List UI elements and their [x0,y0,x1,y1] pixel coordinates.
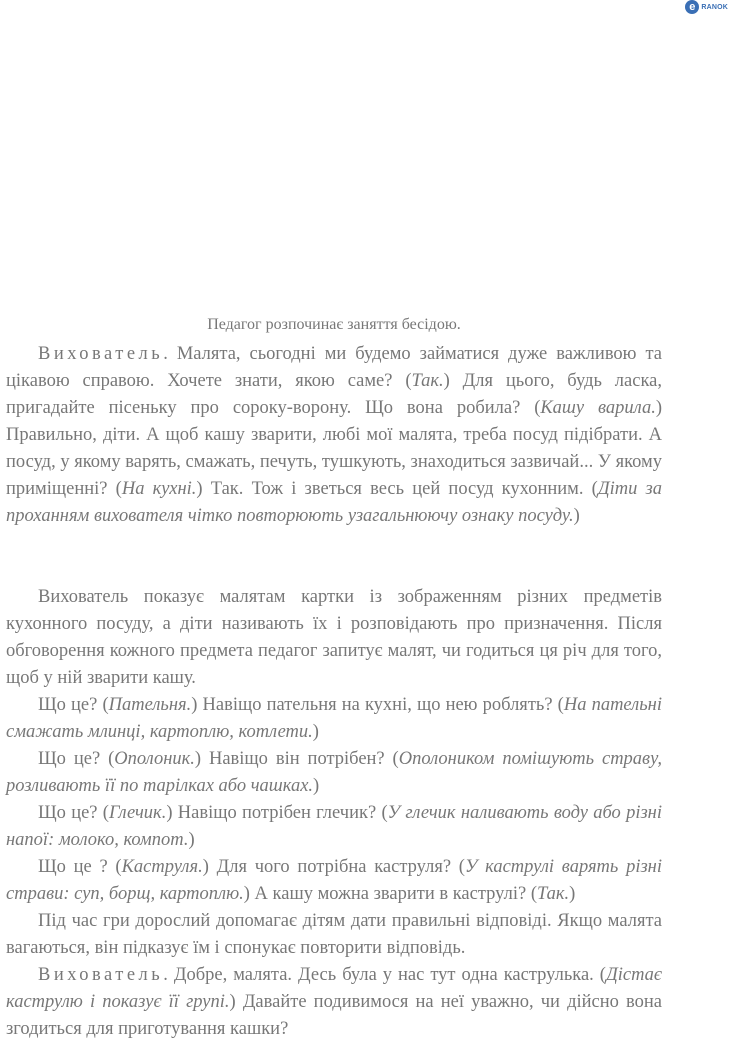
text-run: Що це? ( [38,803,109,823]
text-run: ) [313,776,320,796]
text-run: Що це? ( [38,749,115,769]
text-run: ) [569,884,576,904]
paragraph [6,854,662,908]
intro-block [6,311,662,338]
italic-run: Глечик. [108,803,167,823]
text-run: ) Навіщо він потрібен? ( [194,749,399,769]
dialogue-section-1 [6,341,662,530]
italic-run: Так. [536,884,570,904]
italic-run: На пательні смажать млинці, картоплю, котлети. [6,695,662,742]
paragraph [6,341,662,530]
speaker-label: Вихователь [38,965,164,985]
text-run: ) Давайте подивимося на неї уважно, чи дійсно вона згодиться для приготування кашки? [6,992,662,1039]
text-run: ) Правильно, діти. А щоб кашу зварити, любі мої малята, треба посуд підібрати. А посуд, у якому варять, смажать, печуть, тушкують, знаходиться зазвичай... У якому приміщенні? ( [6,398,662,499]
italic-run: Так. [411,371,444,391]
italic-run: У каструлі варять різні страви: суп, борщ, картоплю. [6,857,662,904]
text-run: ) Для цього, будь ласка, пригадайте пісеньку про сороку-ворону. Що вона робила? ( [6,371,662,418]
text-run: ) А кашу можна зварити в каструлі? ( [243,884,537,904]
text-run: ) [573,506,580,526]
text-run: Що це? ( [38,695,109,715]
italic-run: Діти за проханням вихователя чітко повторюють узагальнюючу ознаку посуду. [6,479,662,526]
italic-run: Кашу варила. [540,398,656,418]
paragraph [6,800,662,854]
paragraph [6,962,662,1043]
intro-line: Педагог розпочинає заняття бесідою. [207,316,461,333]
text-run: . Малята, сьогодні ми будемо займатися дуже важливою та цікавою справою. Хочете знати, якою саме? ( [6,344,662,391]
italic-run: На кухні. [121,479,197,499]
dialogue-section-2 [6,584,662,1043]
paragraph [6,584,662,692]
text-run: ) Навіщо пательня на кухні, що нею роблять? ( [191,695,564,715]
logo-mark: e [685,0,699,14]
italic-run: Каструля. [121,857,203,877]
paragraph [6,908,662,962]
italic-run: Пательня. [108,695,192,715]
italic-run: Дістає каструлю і показує її групі. [6,965,662,1012]
publisher-logo [685,0,728,14]
paragraph [6,746,662,800]
italic-run: Ополоником помішують страву, розливають її по тарілках або чашках. [6,749,663,796]
text-run: Вихователь показує малятам картки із зображенням різних предметів кухонного посуду, а діти називають їх і розповідають про призначення. Після обговорення кожного предмета педагог запитує малят, чи годиться ця річ для того, щоб у ній зварити кашу. [6,587,662,688]
text-run: ) Так. Тож і зветься весь цей посуд кухонним. ( [196,479,598,499]
text-run: Під час гри дорослий допомагає дітям дати правильні відповіді. Якщо малята вагаються, він підказує їм і спонукає повторити відповідь. [6,911,662,958]
text-run: Що це ? ( [38,857,122,877]
speaker-label: Вихователь [38,344,164,364]
text-run: ) [188,830,195,850]
text-run: ) [312,722,319,742]
italic-run: У глечик наливають воду або різні напої: молоко, компот. [6,803,662,850]
italic-run: Ополоник. [114,749,195,769]
text-run: ) Навіщо потрібен глечик? ( [166,803,388,823]
paragraph [6,692,662,746]
text-run: ) Для чого потрібна каструля? ( [202,857,465,877]
logo-text: RANOK [701,3,728,11]
text-run: . Добре, малята. Десь була у нас тут одна каструлька. ( [163,965,606,985]
